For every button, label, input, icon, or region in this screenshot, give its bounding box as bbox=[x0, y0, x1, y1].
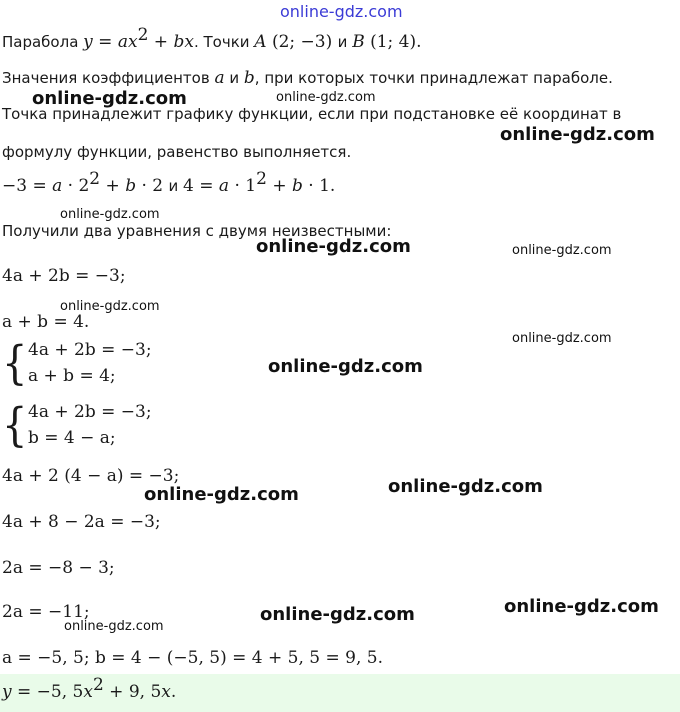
brace-icon: { bbox=[2, 399, 28, 453]
step-1: 4a + 2 (4 − a) = −3; bbox=[2, 466, 180, 486]
system-2-row-1: 4a + 2b = −3; bbox=[28, 402, 152, 422]
watermark: online-gdz.com bbox=[60, 299, 160, 314]
watermark-top: online-gdz.com bbox=[280, 2, 403, 21]
watermark: online-gdz.com bbox=[60, 207, 160, 222]
step-5: a = −5, 5; b = 4 − (−5, 5) = 4 + 5, 5 = 9, 5. bbox=[2, 648, 384, 668]
equation-1: 4a + 2b = −3; bbox=[2, 266, 126, 286]
explanation-line-1: Точка принадлежит графику функции, если при подстановке её координат в bbox=[2, 105, 622, 123]
system-1-row-1: 4a + 2b = −3; bbox=[28, 340, 152, 360]
watermark: online-gdz.com bbox=[512, 331, 612, 346]
watermark: online-gdz.com bbox=[260, 604, 415, 625]
watermark: online-gdz.com bbox=[256, 236, 411, 257]
step-3: 2a = −8 − 3; bbox=[2, 558, 115, 578]
watermark: online-gdz.com bbox=[512, 243, 612, 258]
brace-icon: { bbox=[2, 337, 28, 391]
system-1 bbox=[2, 336, 202, 392]
watermark: online-gdz.com bbox=[32, 88, 187, 109]
substitution-line: $-3 = a \cdot 2^2 + b \cdot 2$ и $4 = a \cdot 1^2 + b \cdot 1$. bbox=[2, 169, 336, 196]
system-2-row-2: b = 4 − a; bbox=[28, 428, 116, 448]
watermark: online-gdz.com bbox=[144, 484, 299, 505]
answer-formula: y = −5, $5x^2 + 9$, 5x. bbox=[2, 675, 177, 702]
coefficients-line: Значения коэффициентов a и b, при которых точки принадлежат параболе. bbox=[2, 68, 613, 88]
watermark: online-gdz.com bbox=[388, 476, 543, 497]
watermark: online-gdz.com bbox=[276, 90, 376, 105]
watermark: online-gdz.com bbox=[504, 596, 659, 617]
system-1-row-2: a + b = 4; bbox=[28, 366, 116, 386]
step-4: 2a = −11; bbox=[2, 602, 90, 622]
watermark: online-gdz.com bbox=[268, 356, 423, 377]
watermark: online-gdz.com bbox=[64, 619, 164, 634]
watermark: online-gdz.com bbox=[500, 124, 655, 145]
system-2 bbox=[2, 398, 202, 454]
step-2: 4a + 8 − 2a = −3; bbox=[2, 512, 161, 532]
problem-statement: Парабола $y = ax^2$ + bx. Точки A (2; −3) и B (1; 4). bbox=[2, 25, 422, 52]
two-equations-line: Получили два уравнения с двумя неизвестными: bbox=[2, 222, 392, 240]
equation-2: a + b = 4. bbox=[2, 312, 90, 332]
explanation-line-2: формулу функции, равенство выполняется. bbox=[2, 143, 352, 161]
